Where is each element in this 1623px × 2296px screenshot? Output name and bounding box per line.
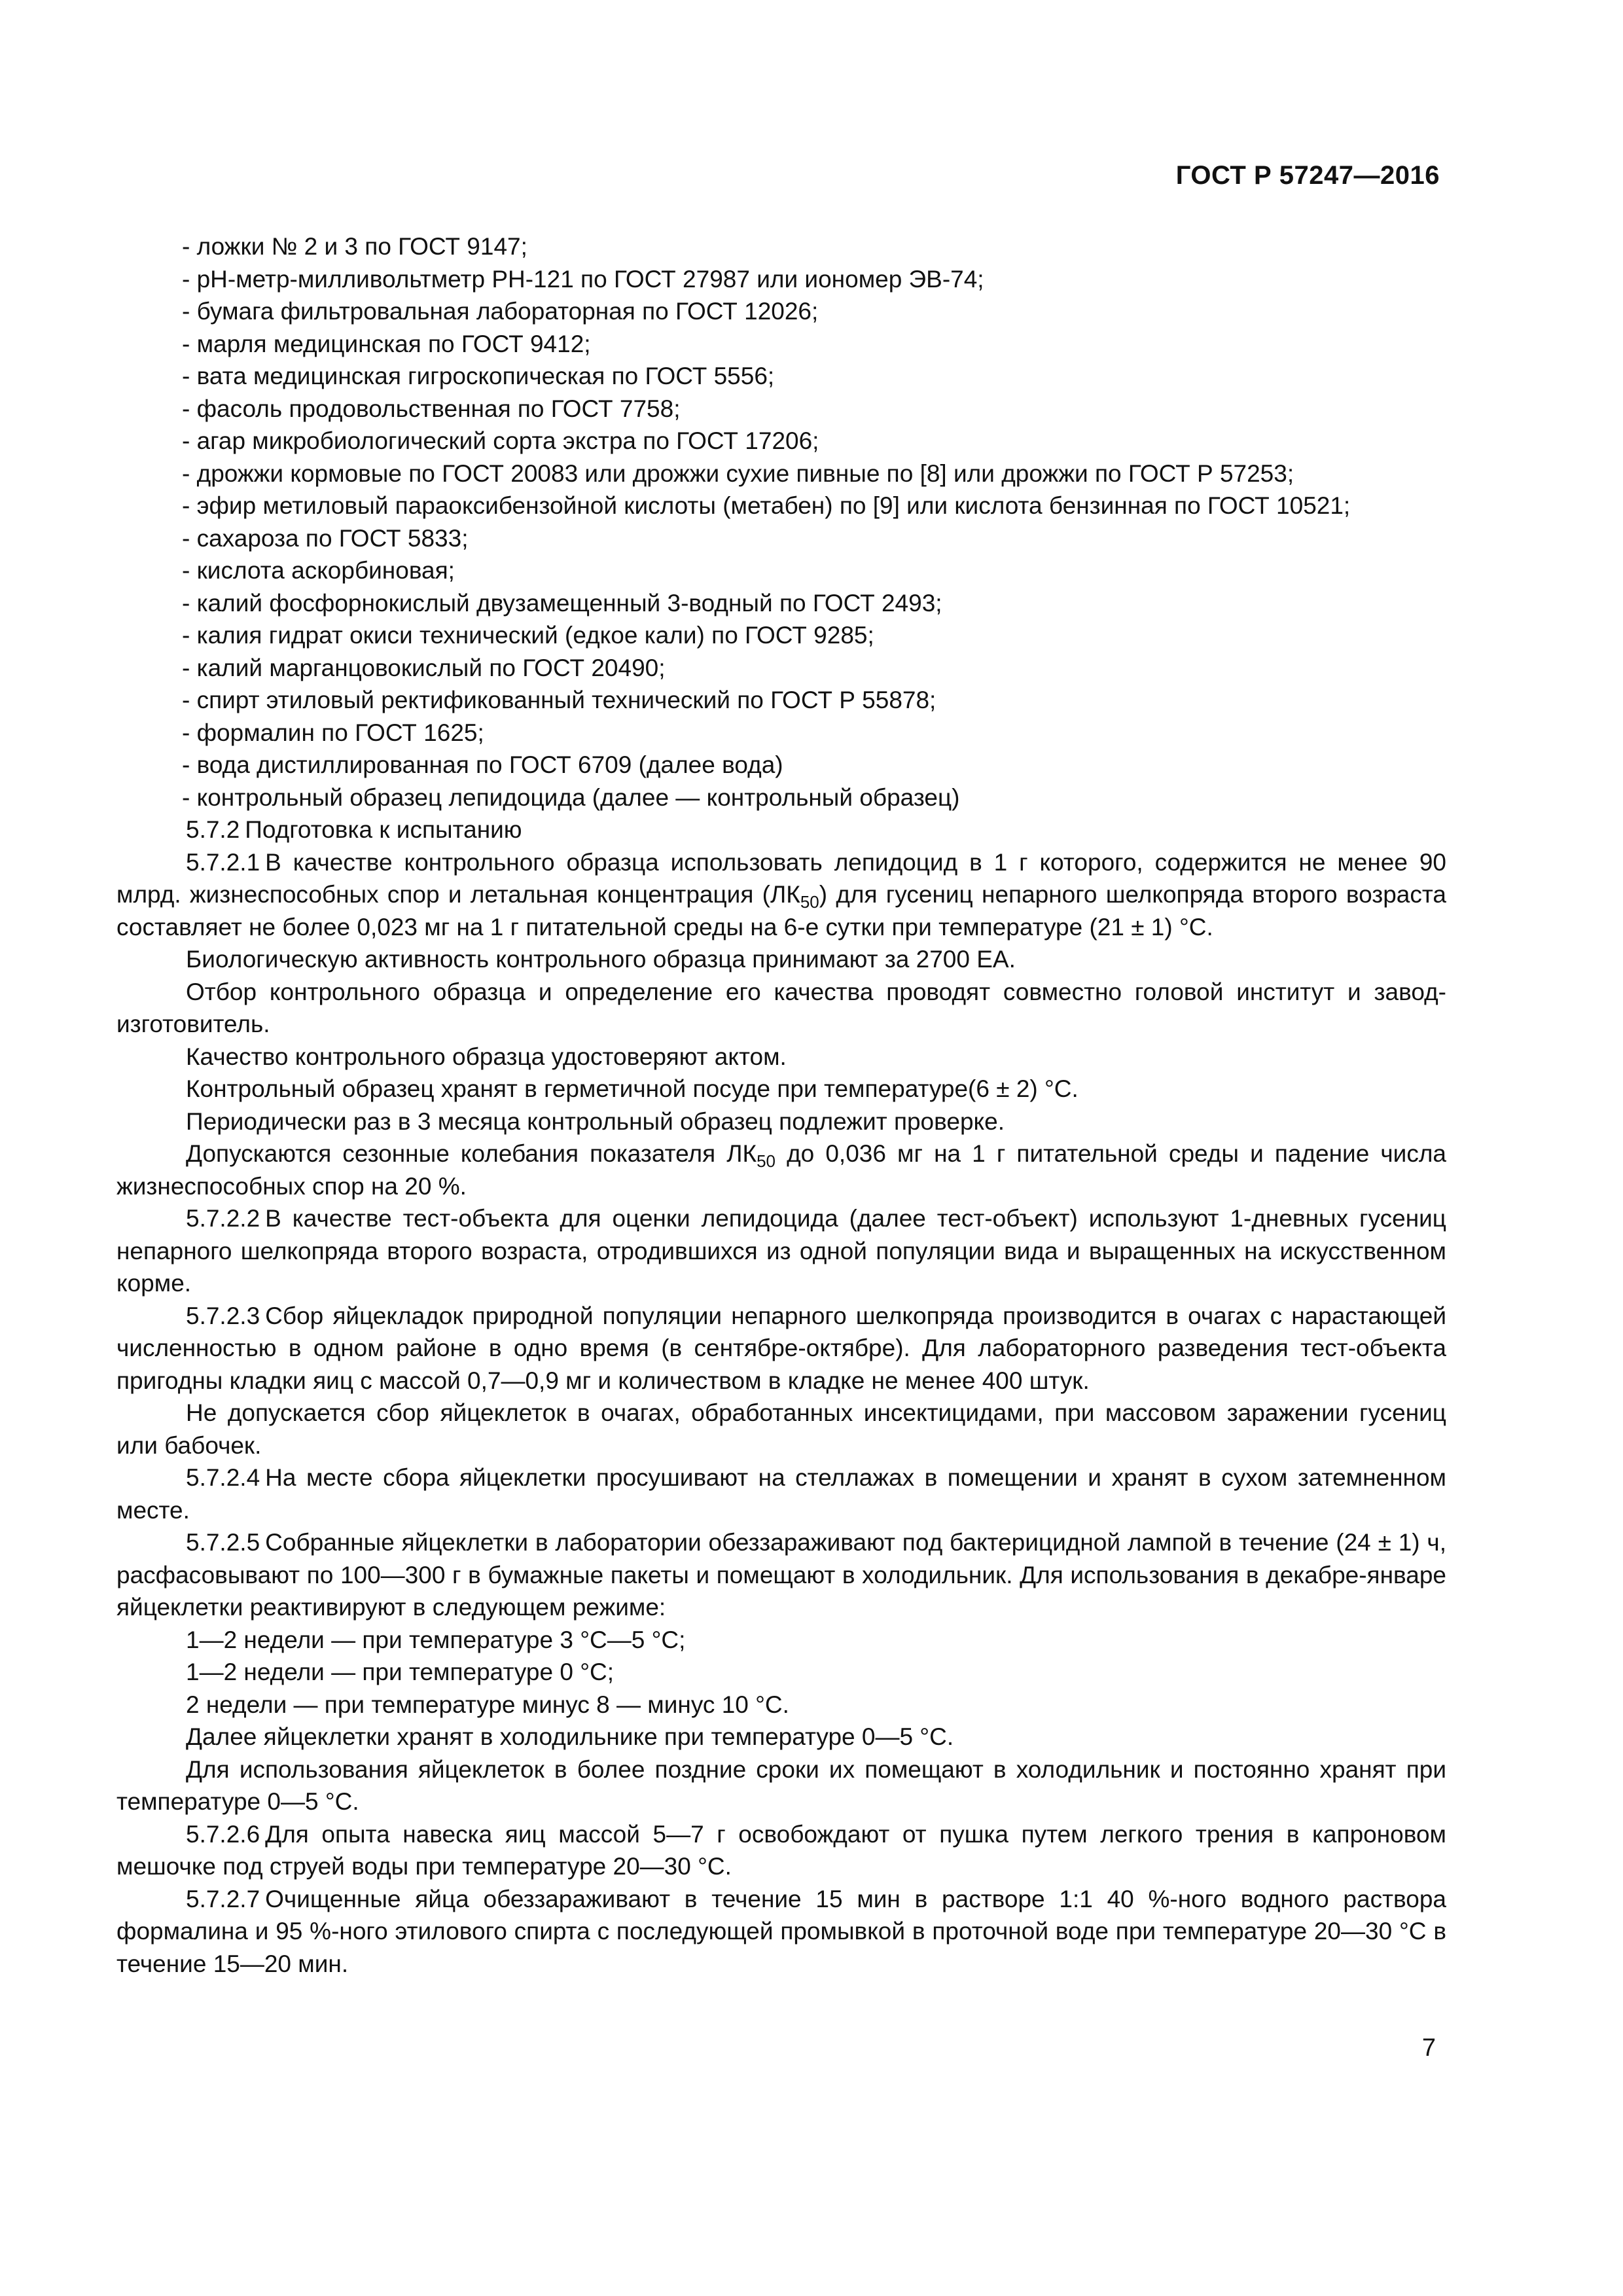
paragraph-text: Допускаются сезонные колебания показателя ЛК <box>186 1140 757 1167</box>
paragraph-number: 5.7.2.3 <box>186 1302 260 1329</box>
paragraph-periodic-check: Периодически раз в 3 месяца контрольный образец подлежит проверке. <box>186 1107 1005 1135</box>
document-body <box>116 230 1446 1980</box>
paragraph-number: 5.7.2.6 <box>186 1820 260 1848</box>
subscript: 50 <box>800 892 819 912</box>
list-item: - кислота аскорбиновая; <box>182 557 455 584</box>
list-item: - агар микробиологический сорта экстра по ГОСТ 17206; <box>182 427 819 454</box>
list-item: - сахароза по ГОСТ 5833; <box>182 524 469 552</box>
list-item: - марля медицинская по ГОСТ 9412; <box>182 330 591 357</box>
paragraph-text: до 0,036 мг на 1 г питательной среды и падение числа жизнеспособных спор на 20 %. <box>116 1140 1446 1200</box>
paragraph-sample-quality: Качество контрольного образца удостоверяют актом. <box>186 1043 787 1070</box>
list-item: - ложки № 2 и 3 по ГОСТ 9147; <box>182 233 527 260</box>
paragraph-text: Очищенные яйца обеззараживают в течение 15 мин в растворе 1:1 40 %-ного водного раствора формалина и 95 %-ного этилового спирта с последующей промывкой в проточной воде при температуре 20—30 °С в течение 15—20 мин. <box>116 1885 1446 1977</box>
paragraph-later-use: Для использования яйцеклеток в более поздние сроки их помещают в холодильник и постоянно хранят при температуре 0—5 °С. <box>116 1755 1446 1815</box>
regime-line: 2 недели — при температуре минус 8 — минус 10 °С. <box>186 1691 789 1718</box>
list-item: - калия гидрат окиси технический (едкое кали) по ГОСТ 9285; <box>182 622 874 649</box>
section-heading-5-7-2 <box>116 814 1446 846</box>
paragraph-number: 5.7.2.5 <box>186 1529 260 1556</box>
subscript: 50 <box>757 1151 776 1171</box>
list-item: - бумага фильтровальная лабораторная по ГОСТ 12026; <box>182 298 819 325</box>
paragraph-5-7-2-7 <box>116 1883 1446 1981</box>
section-title: Подготовка к испытанию <box>245 816 522 843</box>
paragraph-sample-selection: Отбор контрольного образца и определение его качества проводят совместно головой институт и завод-изготовитель. <box>116 978 1446 1037</box>
list-item: - спирт этиловый ректификованный технический по ГОСТ Р 55878; <box>182 687 936 713</box>
paragraph-text: Сбор яйцекладок природной популяции непарного шелкопряда производится в очагах с нарастающей численностью в одном районе в одно время (в сентябре-октябре). Для лабораторного разведения тест-объекта пригодны кладки яиц с массой 0,7—0,9 мг и количеством в кладке не менее 400 штук. <box>116 1302 1446 1394</box>
paragraph-5-7-2-5 <box>116 1526 1446 1624</box>
paragraph-number: 5.7.2.7 <box>186 1885 260 1912</box>
list-item: - калий марганцовокислый по ГОСТ 20490; <box>182 654 666 681</box>
paragraph-text: На месте сбора яйцеклетки просушивают на стеллажах в помещении и хранят в сухом затемненном месте. <box>116 1464 1446 1524</box>
paragraph-5-7-2-1 <box>116 846 1446 944</box>
paragraph-text: В качестве контрольного образца использовать лепидоцид в 1 г которого, содержится не менее 90 млрд. жизнеспособных спор и летальная концентрация (ЛК <box>116 848 1446 908</box>
paragraph-sample-storage: Контрольный образец хранят в герметичной посуде при температуре(6 ± 2) °С. <box>186 1075 1079 1102</box>
list-item: - вода дистиллированная по ГОСТ 6709 (далее вода) <box>182 751 783 778</box>
paragraph-number: 5.7.2.4 <box>186 1464 260 1491</box>
list-item: - контрольный образец лепидоцида (далее — контрольный образец) <box>182 783 960 811</box>
list-item: - формалин по ГОСТ 1625; <box>182 719 484 746</box>
section-number: 5.7.2 <box>186 816 240 843</box>
paragraph-bio-activity: Биологическую активность контрольного образца принимают за 2700 ЕА. <box>186 946 1016 973</box>
regime-line: 1—2 недели — при температуре 0 °С; <box>186 1659 614 1685</box>
paragraph-number: 5.7.2.1 <box>186 848 260 876</box>
regime-line: 1—2 недели — при температуре 3 °С—5 °С; <box>186 1626 686 1653</box>
list-item: - дрожжи кормовые по ГОСТ 20083 или дрожжи сухие пивные по [8] или дрожжи по ГОСТ Р 57253; <box>182 459 1294 487</box>
paragraph-storage-after: Далее яйцеклетки хранят в холодильнике при температуре 0—5 °С. <box>186 1723 954 1750</box>
paragraph-text: Собранные яйцеклетки в лаборатории обеззараживают под бактерицидной лампой в течение (24 ± 1) ч, расфасовывают по 100—300 г в бумажные пакеты и помещают в холодильник. Для использования в декабре-январе яйцеклетки реактивируют в следующем режиме: <box>116 1529 1446 1621</box>
list-item: - фасоль продовольственная по ГОСТ 7758; <box>182 395 681 422</box>
list-item: - калий фосфорнокислый двузамещенный 3-водный по ГОСТ 2493; <box>182 589 942 617</box>
document-code-header: ГОСТ Р 57247—2016 <box>1175 161 1440 190</box>
paragraph-5-7-2-3 <box>116 1300 1446 1397</box>
paragraph-5-7-2-6 <box>116 1818 1446 1883</box>
page-number: 7 <box>1421 2034 1436 2062</box>
paragraph-5-7-2-4 <box>116 1462 1446 1526</box>
paragraph-text: ) для гусениц непарного шелкопряда второго возраста составляет не более 0,023 мг на 1 г питательной среды на 6-е сутки при температуре (21 ± 1) °С. <box>116 881 1446 941</box>
paragraph-text: Для опыта навеска яиц массой 5—7 г освобождают от пушка путем легкого трения в капроновом мешочке под струей воды при температуре 20—30 °С. <box>116 1820 1446 1880</box>
list-item: - вата медицинская гигроскопическая по ГОСТ 5556; <box>182 363 775 389</box>
paragraph-5-7-2-2 <box>116 1202 1446 1300</box>
paragraph-number: 5.7.2.2 <box>186 1205 260 1232</box>
paragraph-seasonal-fluctuations <box>116 1138 1446 1202</box>
list-item: - эфир метиловый параоксибензойной кислоты (метабен) по [9] или кислота бензинная по ГОСТ 10521; <box>182 492 1351 519</box>
paragraph-not-allowed: Не допускается сбор яйцеклеток в очагах, обработанных инсектицидами, при массовом заражении гусениц или бабочек. <box>116 1399 1446 1459</box>
list-item: - pH-метр-милливольтметр РН-121 по ГОСТ 27987 или иономер ЭВ-74; <box>182 265 984 293</box>
paragraph-text: В качестве тест-объекта для оценки лепидоцида (далее тест-объект) используют 1-дневных гусениц непарного шелкопряда второго возраста, отродившихся из одной популяции вида и выращенных на искусственном корме. <box>116 1205 1446 1297</box>
